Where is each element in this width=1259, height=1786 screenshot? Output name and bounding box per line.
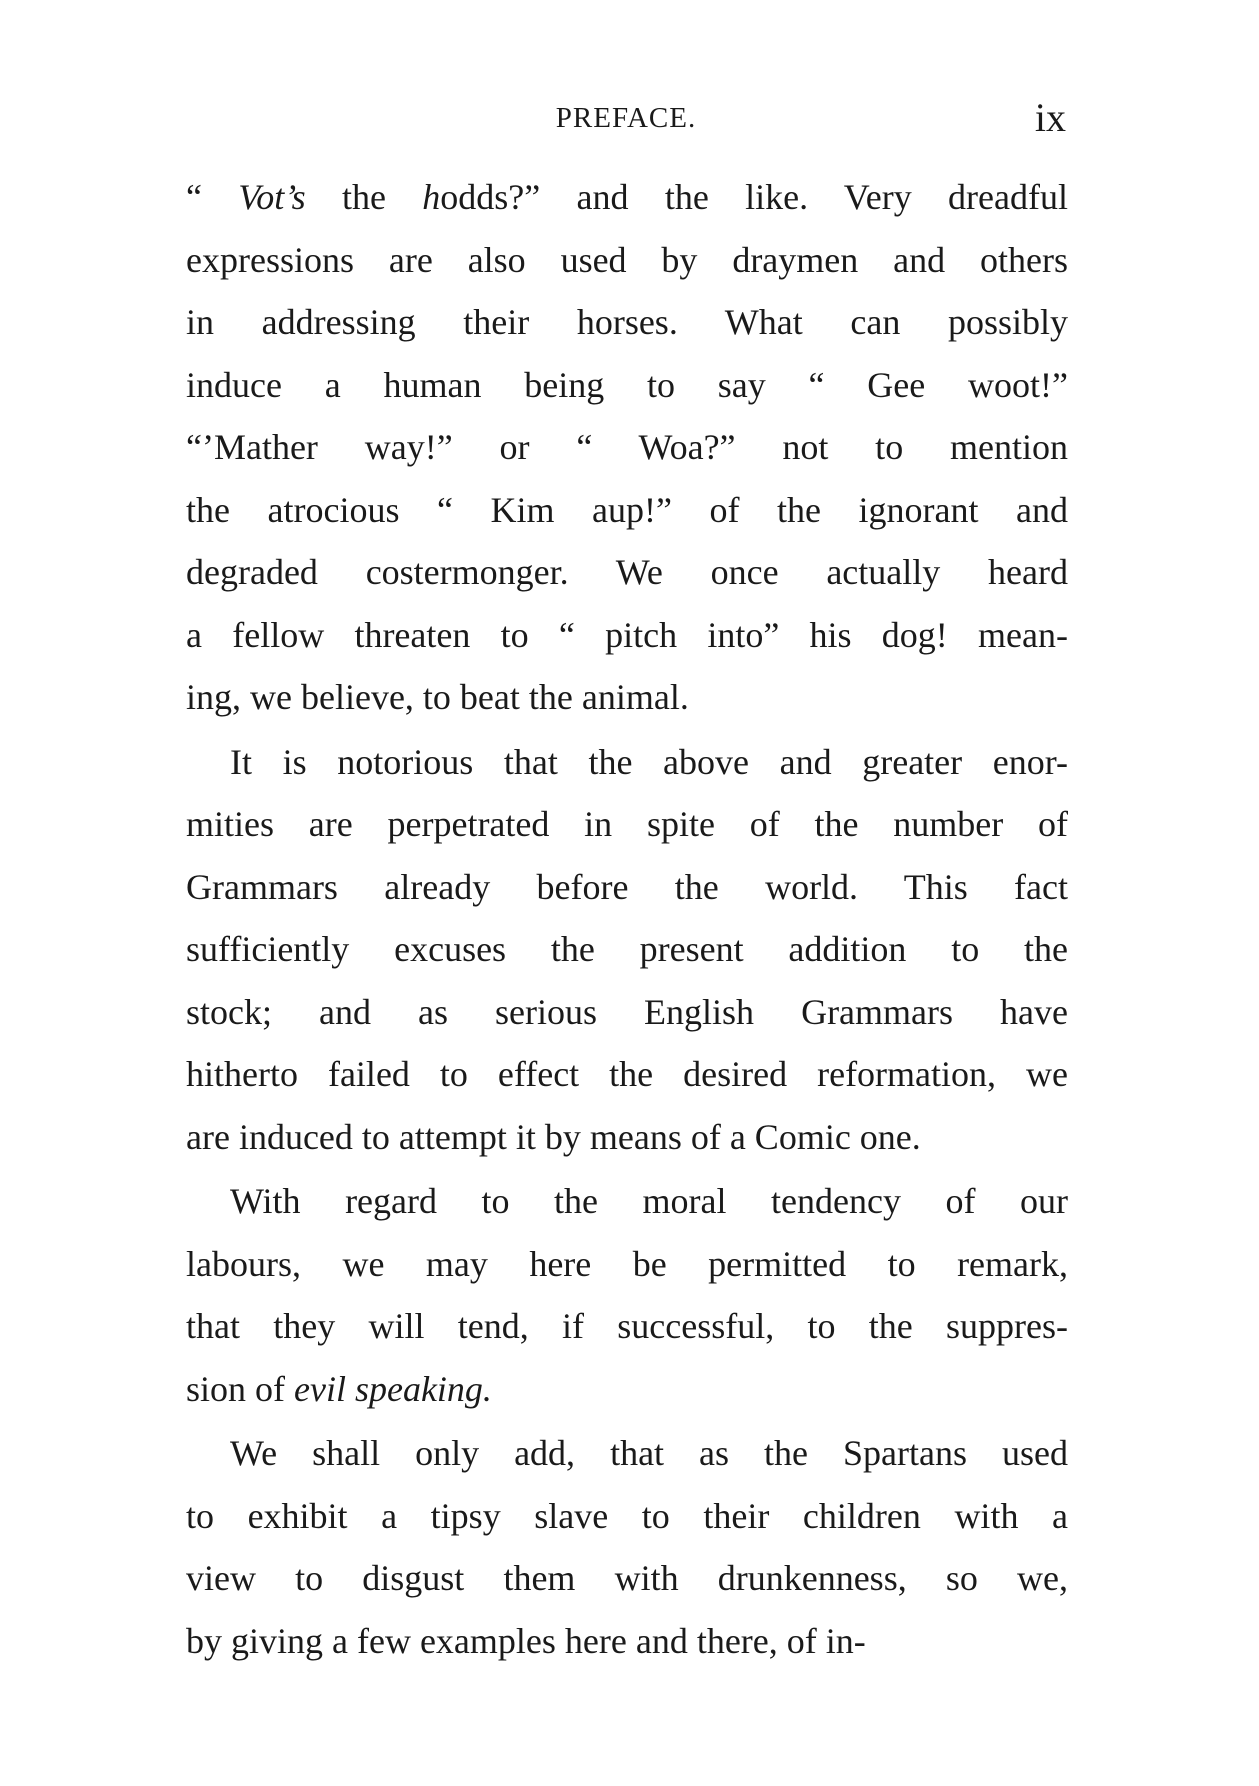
text-line — [186, 793, 1068, 856]
text-line — [186, 1610, 1068, 1673]
text-run: stock; and as serious English Grammars have — [186, 991, 1068, 1032]
text-line — [186, 981, 1068, 1044]
paragraph — [186, 731, 1068, 1169]
text-line — [186, 1547, 1068, 1610]
italic-text: Vot’s — [238, 177, 306, 217]
text-line — [186, 1043, 1068, 1106]
text-run: by giving a few examples here and there, of in- — [186, 1620, 866, 1661]
text-line — [186, 291, 1068, 354]
paragraph — [186, 1422, 1068, 1672]
text-line — [186, 731, 1068, 794]
text-line — [186, 1358, 1068, 1421]
paragraph — [186, 1170, 1068, 1420]
text-line — [186, 479, 1068, 542]
running-title: PREFACE. — [555, 102, 697, 134]
text-line — [186, 354, 1068, 417]
text-run: mities are perpetrated in spite of the number of — [186, 804, 1068, 844]
text-run: “’Mather way!” or “ Woa?” not to mention — [186, 427, 1068, 467]
text-run: to exhibit a tipsy slave to their children with a — [186, 1495, 1068, 1536]
running-head — [186, 95, 1066, 148]
text-line — [186, 1106, 1068, 1169]
paragraph — [186, 166, 1068, 729]
text-run: odds?” and the like. Very dreadful — [440, 177, 1068, 217]
text-line — [186, 1422, 1068, 1485]
text-line — [186, 604, 1068, 667]
text-line — [186, 1233, 1068, 1296]
text-line — [186, 229, 1068, 292]
text-run: sufficiently excuses the present addition to the — [186, 929, 1068, 969]
text-run: in addressing their horses. What can possibly — [186, 302, 1068, 342]
text-line — [186, 1485, 1068, 1548]
text-line — [186, 166, 1068, 229]
text-line — [186, 666, 1068, 729]
italic-text: h — [422, 177, 441, 217]
text-run: are induced to attempt it by means of a Comic one. — [186, 1116, 921, 1157]
body-text — [186, 166, 1068, 1672]
text-line — [186, 918, 1068, 981]
text-run: With regard to the moral tendency of our — [230, 1181, 1068, 1221]
text-run: Grammars already before the world. This fact — [186, 866, 1068, 907]
text-run: the atrocious “ Kim aup!” of the ignorant and — [186, 489, 1068, 530]
text-run: induce a human being to say “ Gee woot!” — [186, 364, 1068, 405]
text-line — [186, 1170, 1068, 1233]
text-line — [186, 541, 1068, 604]
italic-text: evil speaking. — [294, 1368, 492, 1409]
text-run: sion of — [186, 1368, 294, 1409]
text-run: labours, we may here be permitted to remark, — [186, 1243, 1068, 1284]
text-run: We shall only add, that as the Spartans used — [230, 1433, 1068, 1473]
text-run: view to disgust them with drunkenness, so we, — [186, 1558, 1068, 1598]
text-run: hitherto failed to effect the desired reformation, we — [186, 1054, 1068, 1094]
text-run: ing, we believe, to beat the animal. — [186, 677, 689, 717]
text-run: expressions are also used by draymen and others — [186, 239, 1068, 280]
text-line — [186, 416, 1068, 479]
page-number: ix — [1034, 95, 1066, 140]
text-line — [186, 1295, 1068, 1358]
text-run: the — [305, 177, 423, 217]
text-run: “ — [186, 177, 239, 217]
text-run: degraded costermonger. We once actually heard — [186, 552, 1068, 592]
text-run: It is notorious that the above and greater enor- — [230, 741, 1068, 782]
text-run: a fellow threaten to “ pitch into” his dog! mean- — [186, 614, 1068, 655]
text-run: that they will tend, if successful, to the suppres- — [186, 1306, 1068, 1346]
text-line — [186, 856, 1068, 919]
